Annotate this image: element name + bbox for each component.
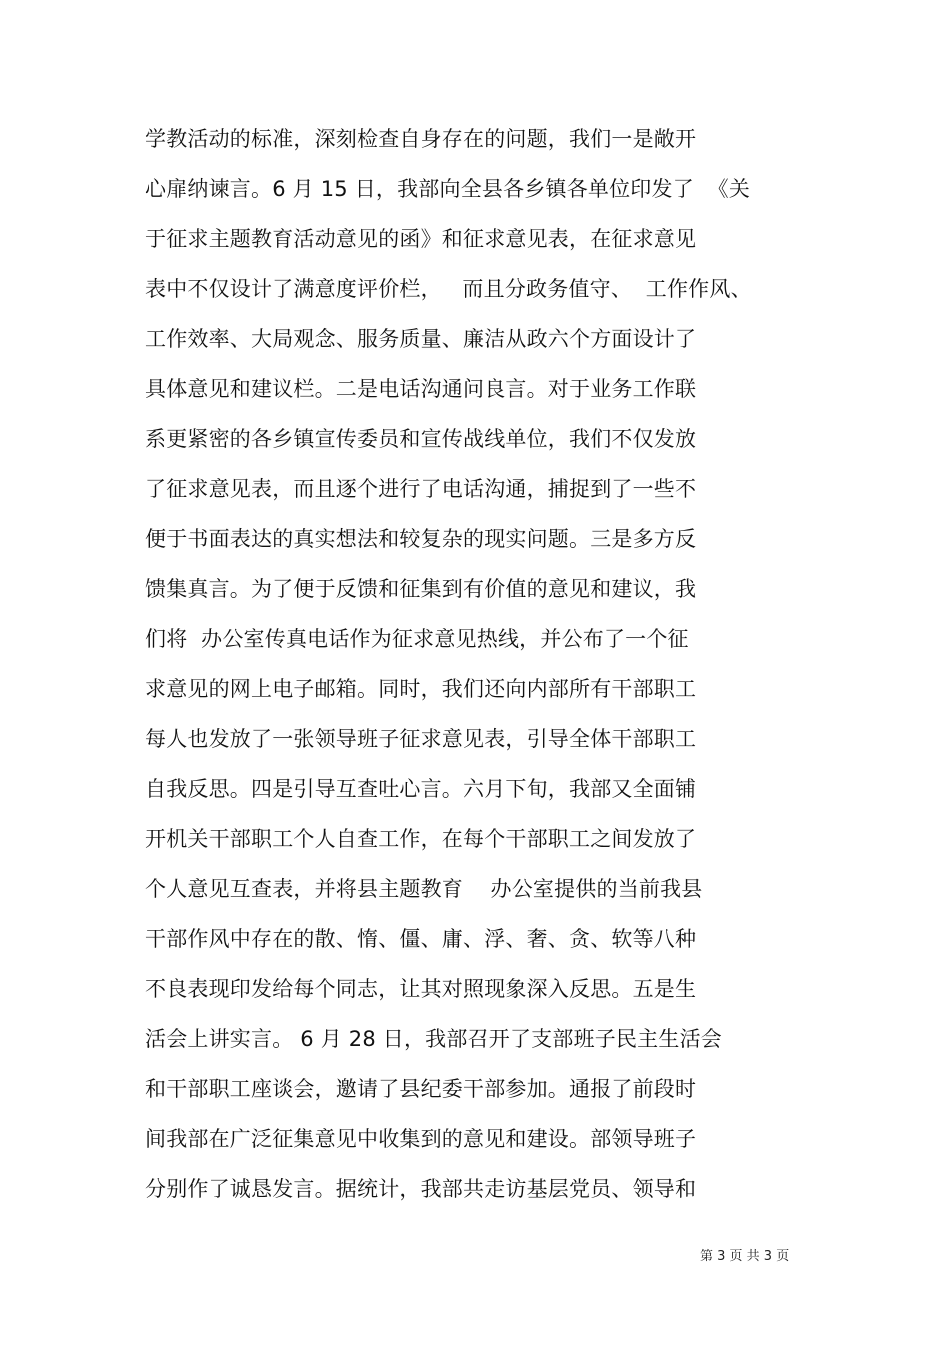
text-line: 干部作风中存在的散、惰、僵、庸、浮、奢、贪、软等八种: [145, 927, 697, 951]
text-line: 心扉纳谏言。6 月 15 日，我部向全县各乡镇各单位印发了 《关: [145, 177, 751, 201]
text-line: 具体意见和建议栏。二是电话沟通问良言。对于业务工作联: [145, 377, 697, 401]
text-line: 活会上讲实言。 6 月 28 日，我部召开了支部班子民主生活会: [145, 1027, 722, 1051]
page-number-footer: 第 3 页 共 3 页: [700, 1249, 790, 1264]
text-line: 工作效率、大局观念、服务质量、廉洁从政六个方面设计了: [145, 327, 697, 351]
text-line: 不良表现印发给每个同志，让其对照现象深入反思。五是生: [145, 977, 697, 1001]
text-line: 分别作了诚恳发言。据统计，我部共走访基层党员、领导和: [145, 1177, 697, 1201]
text-line: 个人意见互查表，并将县主题教育 办公室提供的当前我县: [145, 877, 703, 901]
body-text: [145, 118, 825, 1218]
text-line: 每人也发放了一张领导班子征求意见表，引导全体干部职工: [145, 727, 697, 751]
text-line: 系更紧密的各乡镇宣传委员和宣传战线单位，我们不仅发放: [145, 427, 697, 451]
text-line: 表中不仅设计了满意度评价栏， 而且分政务值守、 工作作风、: [145, 277, 752, 301]
text-line: 学教活动的标准，深刻检查自身存在的问题，我们一是敞开: [145, 127, 697, 151]
text-line: 自我反思。四是引导互查吐心言。六月下旬，我部又全面铺: [145, 777, 697, 801]
text-line: 和干部职工座谈会，邀请了县纪委干部参加。通报了前段时: [145, 1077, 697, 1101]
text-line: 于征求主题教育活动意见的函》和征求意见表，在征求意见: [145, 227, 697, 251]
text-line: 馈集真言。为了便于反馈和征集到有价值的意见和建议，我: [145, 577, 697, 601]
text-line: 们将 办公室传真电话作为征求意见热线，并公布了一个征: [145, 627, 689, 651]
text-line: 求意见的网上电子邮箱。同时，我们还向内部所有干部职工: [145, 677, 697, 701]
text-line: 便于书面表达的真实想法和较复杂的现实问题。三是多方反: [145, 527, 697, 551]
text-line: 了征求意见表，而且逐个进行了电话沟通，捕捉到了一些不: [145, 477, 697, 501]
text-line: 开机关干部职工个人自查工作，在每个干部职工之间发放了: [145, 827, 697, 851]
text-line: 间我部在广泛征集意见中收集到的意见和建设。部领导班子: [145, 1127, 697, 1151]
